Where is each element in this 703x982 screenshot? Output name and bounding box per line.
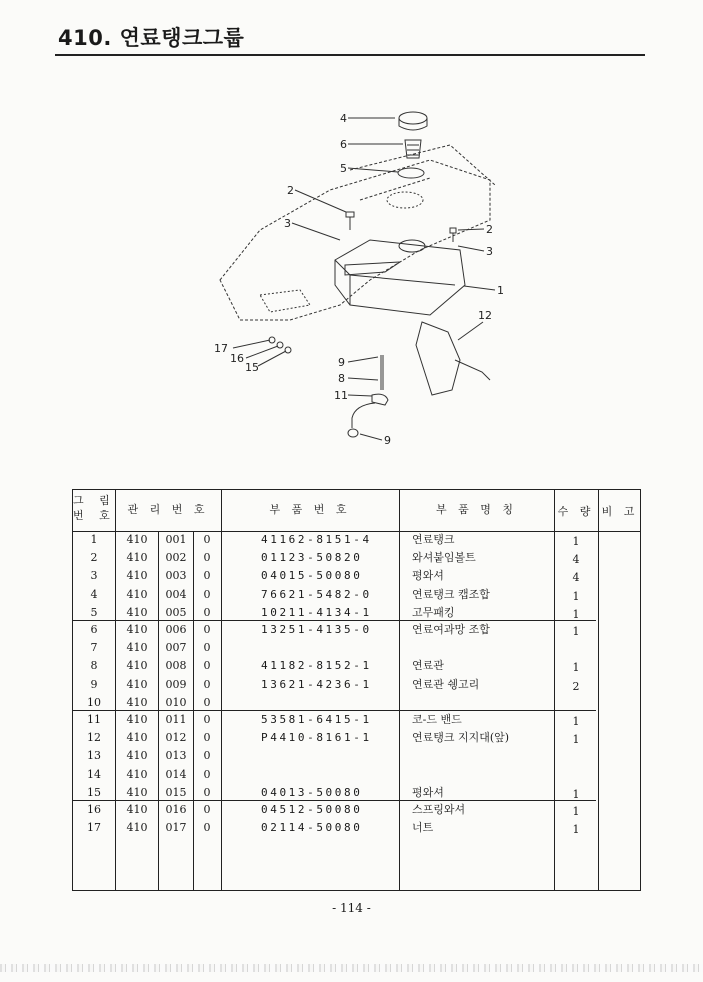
cell-group-code: 410 <box>126 695 148 709</box>
callout-label: 8 <box>338 372 345 385</box>
header-fig-no: 그 림 번 호 <box>73 494 116 522</box>
cell-sub-code: 0 <box>203 587 211 601</box>
cell-fig-no: 4 <box>90 587 98 601</box>
cell-item-code: 006 <box>165 623 187 636</box>
cell-sub-code: 0 <box>203 569 211 583</box>
cell-sub-code: 0 <box>203 659 211 673</box>
cell-group-code: 410 <box>126 803 148 816</box>
callout-label: 15 <box>245 361 259 374</box>
scan-edge <box>0 964 703 972</box>
cell-qty: 1 <box>572 661 580 675</box>
cell-qty: 4 <box>572 553 580 567</box>
callout-label: 2 <box>287 184 294 197</box>
cell-item-code: 001 <box>165 533 187 546</box>
cell-part-no: 41182-8152-1 <box>261 659 372 673</box>
cell-part-no: 76621-5482-0 <box>261 587 372 601</box>
cell-group-code: 410 <box>126 659 148 673</box>
cell-item-code: 016 <box>165 803 187 816</box>
cell-sub-code: 0 <box>203 695 211 709</box>
cell-item-code: 002 <box>165 551 187 565</box>
cell-part-name: 스프링와셔 <box>412 803 466 816</box>
callout-label: 3 <box>486 245 493 258</box>
cell-part-no: 02114-50080 <box>261 821 363 835</box>
cell-sub-code: 0 <box>203 785 211 799</box>
callout-label: 11 <box>334 389 348 402</box>
page-number: - 114 - <box>332 901 371 915</box>
cell-sub-code: 0 <box>203 533 211 546</box>
cell-item-code: 012 <box>165 731 187 745</box>
cell-fig-no: 17 <box>87 821 101 835</box>
cell-part-no: 13621-4236-1 <box>261 677 372 691</box>
cell-part-no: 41162-8151-4 <box>261 533 372 546</box>
cell-group-code: 410 <box>126 821 148 835</box>
cell-part-name: 코-드 밴드 <box>412 713 462 726</box>
cell-sub-code: 0 <box>203 713 211 726</box>
callout-label: 3 <box>284 217 291 230</box>
cell-fig-no: 7 <box>90 641 98 655</box>
cell-sub-code: 0 <box>203 803 211 816</box>
cell-item-code: 013 <box>165 749 187 763</box>
cell-sub-code: 0 <box>203 677 211 691</box>
cell-qty: 1 <box>572 625 580 638</box>
cell-group-code: 410 <box>126 767 148 781</box>
cell-item-code: 005 <box>165 605 187 619</box>
cell-qty: 1 <box>572 535 580 548</box>
cell-part-no: 53581-6415-1 <box>261 713 372 726</box>
cell-part-no: P4410-8161-1 <box>261 731 372 745</box>
cell-sub-code: 0 <box>203 731 211 745</box>
cell-item-code: 003 <box>165 569 187 583</box>
cell-part-name: 와셔붙임볼트 <box>412 551 476 565</box>
cell-sub-code: 0 <box>203 749 211 763</box>
cell-fig-no: 14 <box>87 767 101 781</box>
cell-sub-code: 0 <box>203 767 211 781</box>
cell-fig-no: 8 <box>90 659 98 673</box>
cell-group-code: 410 <box>126 785 148 799</box>
cell-part-name: 평와셔 <box>412 785 444 799</box>
cell-fig-no: 13 <box>87 749 101 763</box>
cell-group-code: 410 <box>126 551 148 565</box>
cell-part-name: 연료탱크 <box>412 533 455 546</box>
title-rule <box>55 54 645 56</box>
cell-part-no: 10211-4134-1 <box>261 605 372 619</box>
callout-label: 9 <box>384 434 391 447</box>
cell-fig-no: 2 <box>90 551 98 565</box>
callout-label: 12 <box>478 309 492 322</box>
page-title: 410. 연료탱크그룹 <box>58 26 245 50</box>
cell-part-name: 고무패킹 <box>412 605 455 619</box>
cell-group-code: 410 <box>126 731 148 745</box>
cell-part-name: 너트 <box>412 821 434 835</box>
exploded-parts-diagram <box>200 100 520 450</box>
cell-sub-code: 0 <box>203 623 211 636</box>
cell-qty: 1 <box>572 733 580 747</box>
cell-item-code: 017 <box>165 821 187 835</box>
cell-part-name: 평와셔 <box>412 569 444 583</box>
header-mgmt-no: 관 리 번 호 <box>127 503 209 516</box>
cell-sub-code: 0 <box>203 551 211 565</box>
cell-sub-code: 0 <box>203 605 211 619</box>
cell-qty: 1 <box>572 607 580 621</box>
cell-group-code: 410 <box>126 587 148 601</box>
cell-fig-no: 10 <box>87 695 101 709</box>
cell-part-no: 01123-50820 <box>261 551 363 565</box>
callout-label: 5 <box>340 162 347 175</box>
header-part-name: 부 품 명 칭 <box>436 503 517 516</box>
cell-group-code: 410 <box>126 605 148 619</box>
cell-sub-code: 0 <box>203 641 211 655</box>
cell-fig-no: 5 <box>90 605 98 619</box>
cell-fig-no: 9 <box>90 677 98 691</box>
cell-fig-no: 12 <box>87 731 101 745</box>
cell-item-code: 007 <box>165 641 187 655</box>
cell-item-code: 015 <box>165 785 187 799</box>
cell-fig-no: 15 <box>87 785 101 799</box>
cell-qty: 4 <box>572 571 580 585</box>
callout-label: 9 <box>338 356 345 369</box>
cell-qty: 1 <box>572 787 580 801</box>
cell-fig-no: 6 <box>90 623 98 636</box>
cell-part-name: 연료여과망 조합 <box>412 623 490 636</box>
cell-part-name: 연료관 쉥고리 <box>412 677 480 691</box>
cell-group-code: 410 <box>126 569 148 583</box>
callout-label: 6 <box>340 138 347 151</box>
cell-item-code: 009 <box>165 677 187 691</box>
cell-part-name: 연료관 <box>412 659 444 673</box>
cell-group-code: 410 <box>126 677 148 691</box>
cell-group-code: 410 <box>126 623 148 636</box>
parts-table <box>72 489 641 891</box>
callout-label: 4 <box>340 112 347 125</box>
cell-item-code: 008 <box>165 659 187 673</box>
cell-qty: 1 <box>572 823 580 837</box>
cell-group-code: 410 <box>126 641 148 655</box>
callout-label: 17 <box>214 342 228 355</box>
callout-label: 2 <box>486 223 493 236</box>
header-part-no: 부 품 번 호 <box>269 503 351 516</box>
cell-fig-no: 3 <box>90 569 98 583</box>
cell-group-code: 410 <box>126 749 148 763</box>
cell-qty: 1 <box>572 805 580 818</box>
cell-group-code: 410 <box>126 533 148 546</box>
header-qty: 수 량 <box>557 505 595 518</box>
cell-qty: 1 <box>572 715 580 728</box>
cell-qty: 1 <box>572 589 580 603</box>
cell-part-no: 04015-50080 <box>261 569 363 583</box>
cell-fig-no: 11 <box>87 713 101 726</box>
cell-part-name: 연료탱크 지지대(앞) <box>412 731 510 745</box>
cell-fig-no: 16 <box>87 803 101 816</box>
cell-item-code: 010 <box>165 695 187 709</box>
cell-part-no: 13251-4135-0 <box>261 623 372 636</box>
cell-qty: 2 <box>572 679 580 693</box>
header-remark: 비 고 <box>601 505 639 518</box>
cell-item-code: 011 <box>165 713 187 726</box>
cell-part-no: 04013-50080 <box>261 785 363 799</box>
cell-part-no: 04512-50080 <box>261 803 363 816</box>
cell-item-code: 014 <box>165 767 187 781</box>
callout-label: 16 <box>230 352 244 365</box>
cell-item-code: 004 <box>165 587 187 601</box>
cell-sub-code: 0 <box>203 821 211 835</box>
callout-label: 1 <box>497 284 504 297</box>
cell-fig-no: 1 <box>90 533 98 546</box>
cell-group-code: 410 <box>126 713 148 726</box>
cell-part-name: 연료탱크 캡조합 <box>412 587 490 601</box>
